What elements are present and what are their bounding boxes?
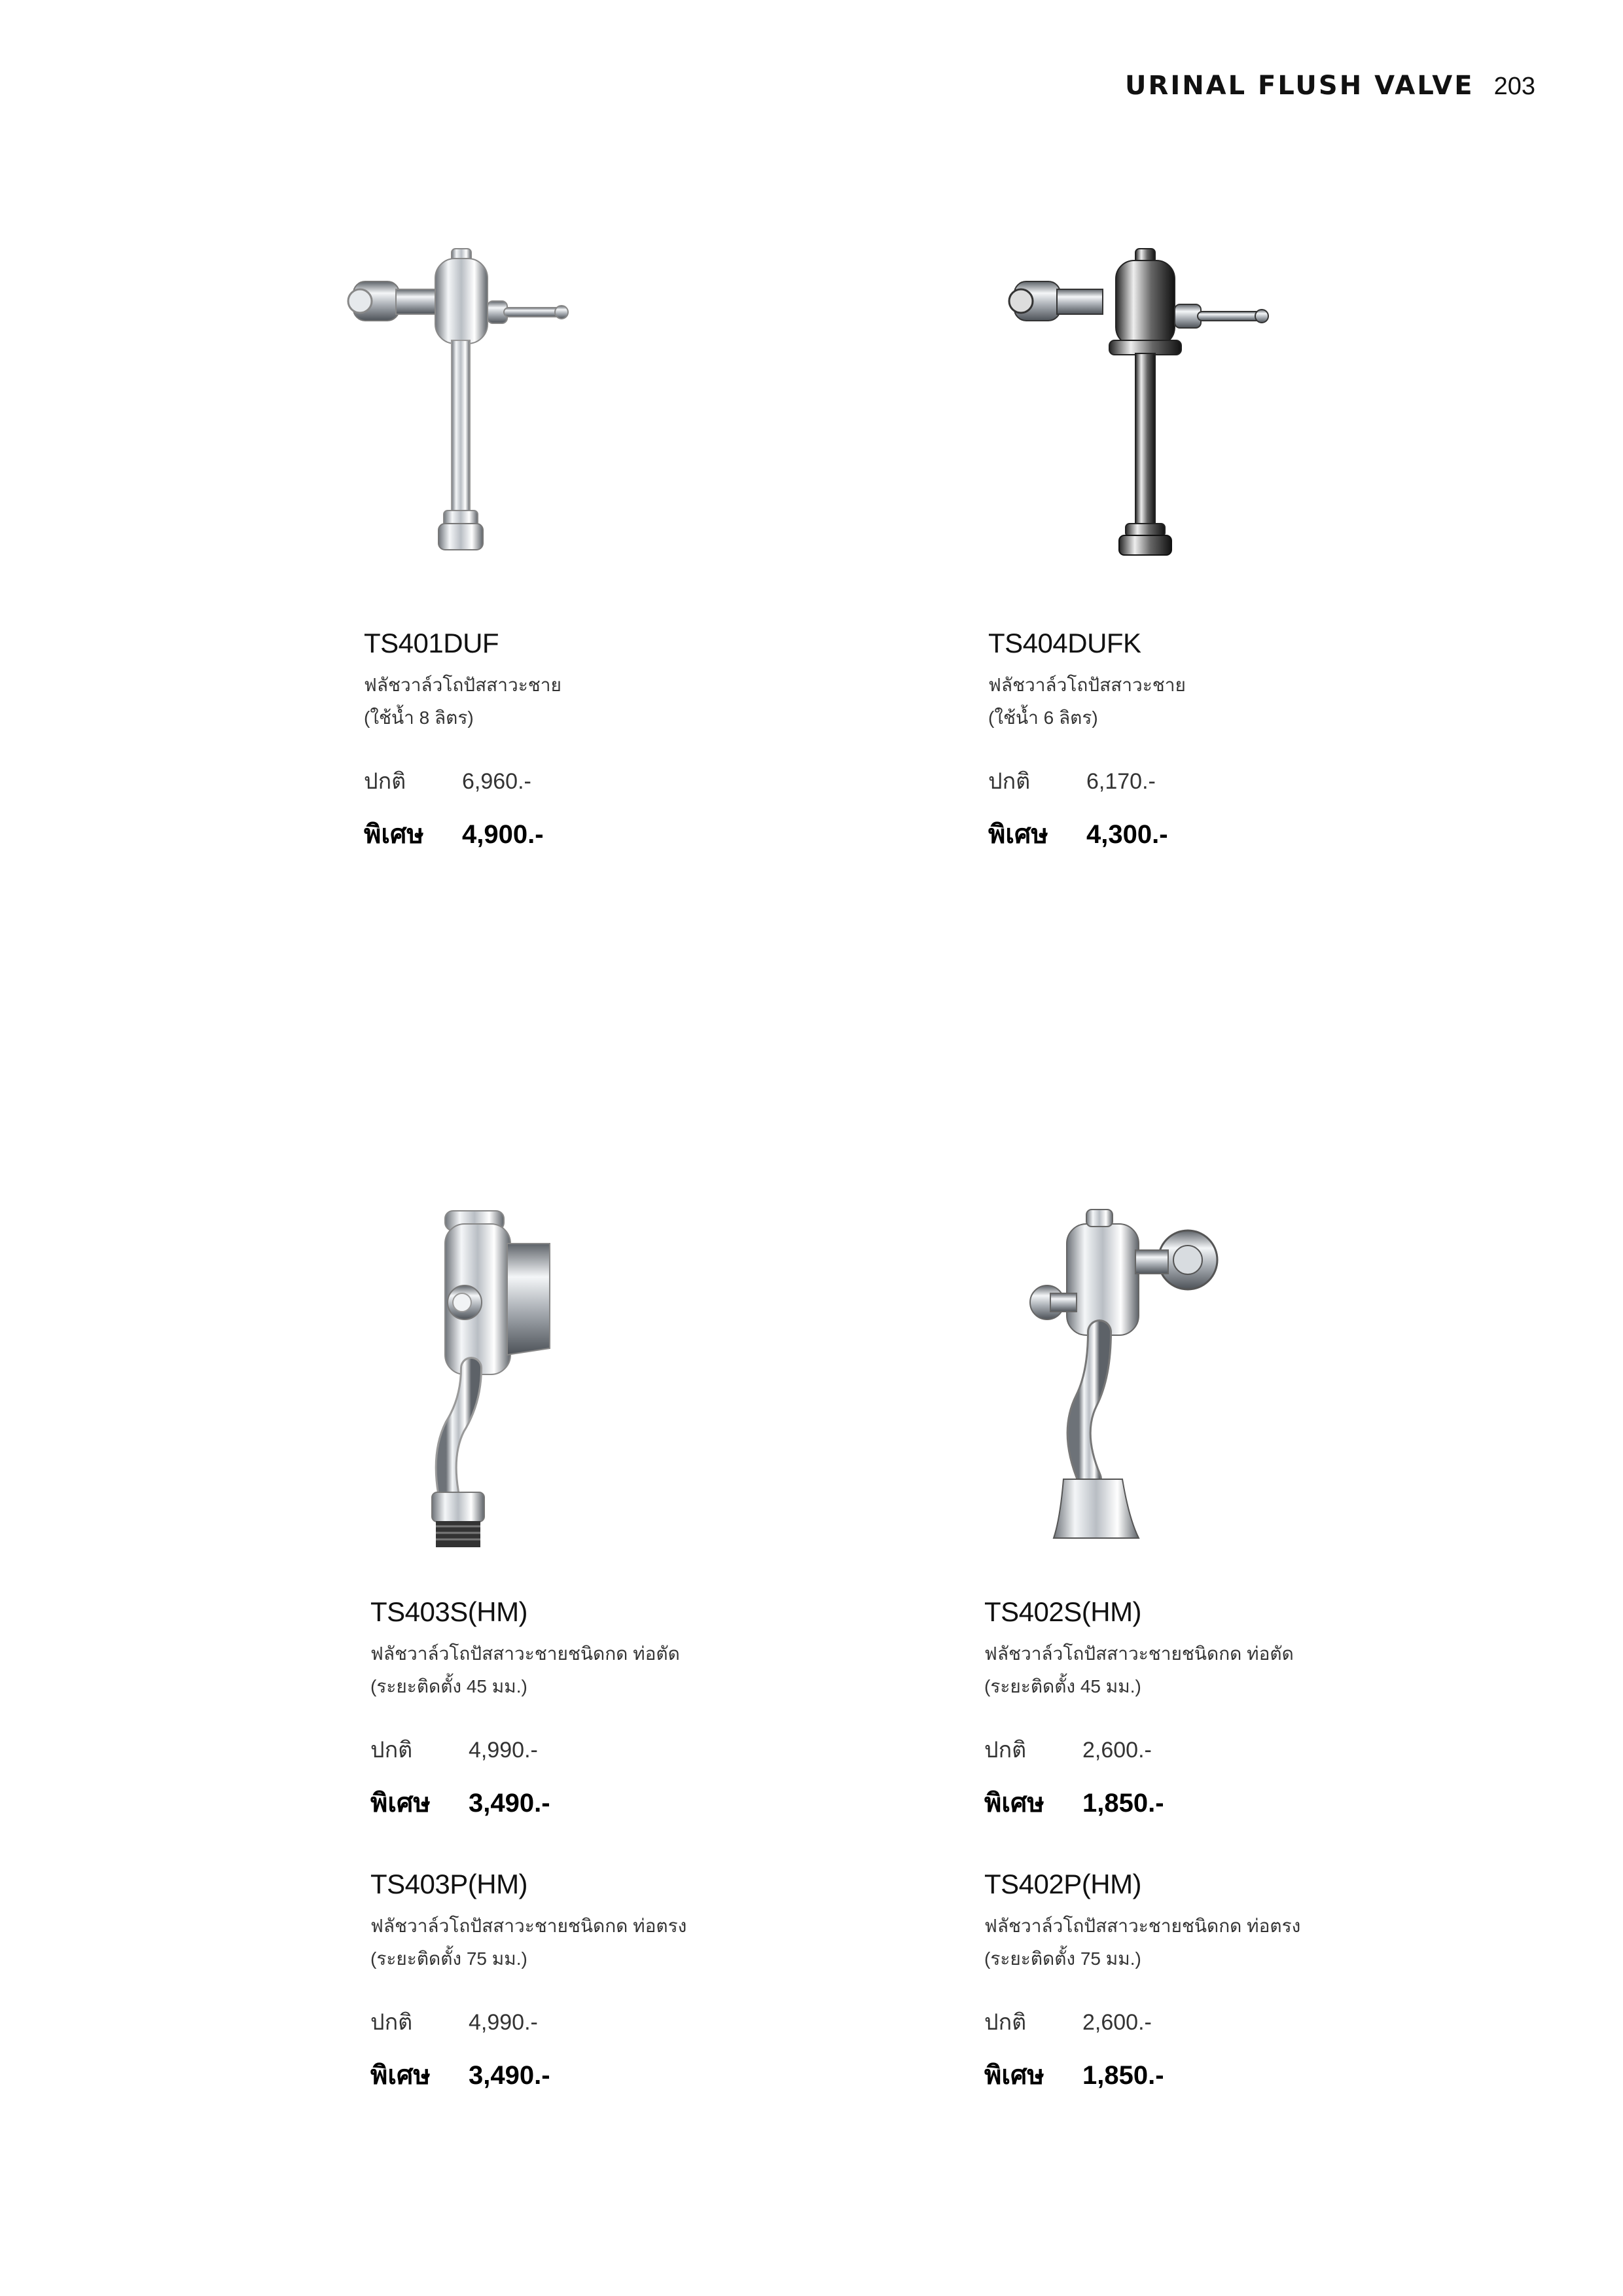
special-price: 1,850.-	[1082, 2061, 1164, 2090]
product-description: ฟลัชวาล์วโถปัสสาวะชายชนิดกด ท่อตัด	[984, 1643, 1294, 1664]
page-number: 203	[1493, 73, 1535, 100]
product-description: ฟลัชวาล์วโถปัสสาวะชาย	[364, 675, 562, 695]
special-price-label: พิเศษ	[364, 820, 424, 849]
product-model: TS403S(HM)	[370, 1596, 528, 1627]
special-price-label: พิเศษ	[370, 2061, 431, 2090]
product-description: ฟลัชวาล์วโถปัสสาวะชาย	[988, 675, 1186, 695]
product-installation: (ระยะติดตั้ง 45 มม.)	[370, 1676, 527, 1696]
product-model: TS401DUF	[364, 628, 499, 658]
product-ts403s	[370, 1598, 829, 1823]
regular-price-label: ปกติ	[984, 2010, 1027, 2035]
regular-price-label: ปกติ	[370, 1738, 413, 1763]
product-ts401duf	[364, 630, 822, 855]
page-header	[1125, 71, 1535, 101]
special-price: 3,490.-	[469, 2061, 550, 2090]
regular-price: 6,170.-	[1086, 769, 1156, 794]
product-description: ฟลัชวาล์วโถปัสสาวะชายชนิดกด ท่อตรง	[370, 1916, 687, 1936]
regular-price-label: ปกติ	[364, 769, 406, 794]
ts401duf-image	[340, 242, 576, 569]
product-ts402s	[984, 1598, 1442, 1823]
special-price-label: พิเศษ	[984, 2061, 1044, 2090]
product-installation: (ระยะติดตั้ง 75 มม.)	[370, 1948, 527, 1969]
product-model: TS402P(HM)	[984, 1869, 1142, 1899]
product-ts403p	[370, 1871, 829, 2096]
regular-price: 4,990.-	[469, 1738, 538, 1763]
regular-price: 2,600.-	[1082, 2010, 1152, 2035]
regular-price-label: ปกติ	[988, 769, 1031, 794]
product-model: TS403P(HM)	[370, 1869, 528, 1899]
product-description: ฟลัชวาล์วโถปัสสาวะชายชนิดกด ท่อตรง	[984, 1916, 1301, 1936]
special-price: 4,900.-	[462, 820, 544, 849]
regular-price: 4,990.-	[469, 2010, 538, 2035]
product-capacity: (ใช้น้ำ 6 ลิตร)	[988, 708, 1098, 728]
regular-price: 2,600.-	[1082, 1738, 1152, 1763]
product-ts402p	[984, 1871, 1442, 2096]
special-price-label: พิเศษ	[984, 1789, 1044, 1818]
ts403s-image	[419, 1204, 576, 1558]
product-model: TS402S(HM)	[984, 1596, 1142, 1627]
product-description: ฟลัชวาล์วโถปัสสาวะชายชนิดกด ท่อตัด	[370, 1643, 680, 1664]
special-price: 4,300.-	[1086, 820, 1168, 849]
product-installation: (ระยะติดตั้ง 45 มม.)	[984, 1676, 1141, 1696]
regular-price: 6,960.-	[462, 769, 531, 794]
product-model: TS404DUFK	[988, 628, 1141, 658]
special-price-label: พิเศษ	[988, 820, 1048, 849]
regular-price-label: ปกติ	[370, 2010, 413, 2035]
section-title: URINAL FLUSH VALVE	[1125, 71, 1474, 101]
ts404dufk-image	[1001, 242, 1276, 569]
product-capacity: (ใช้น้ำ 8 ลิตร)	[364, 708, 474, 728]
special-price: 3,490.-	[469, 1789, 550, 1818]
special-price-label: พิเศษ	[370, 1789, 431, 1818]
ts402s-image	[1014, 1204, 1237, 1558]
product-ts404dufk	[988, 630, 1446, 855]
special-price: 1,850.-	[1082, 1789, 1164, 1818]
product-installation: (ระยะติดตั้ง 75 มม.)	[984, 1948, 1141, 1969]
regular-price-label: ปกติ	[984, 1738, 1027, 1763]
